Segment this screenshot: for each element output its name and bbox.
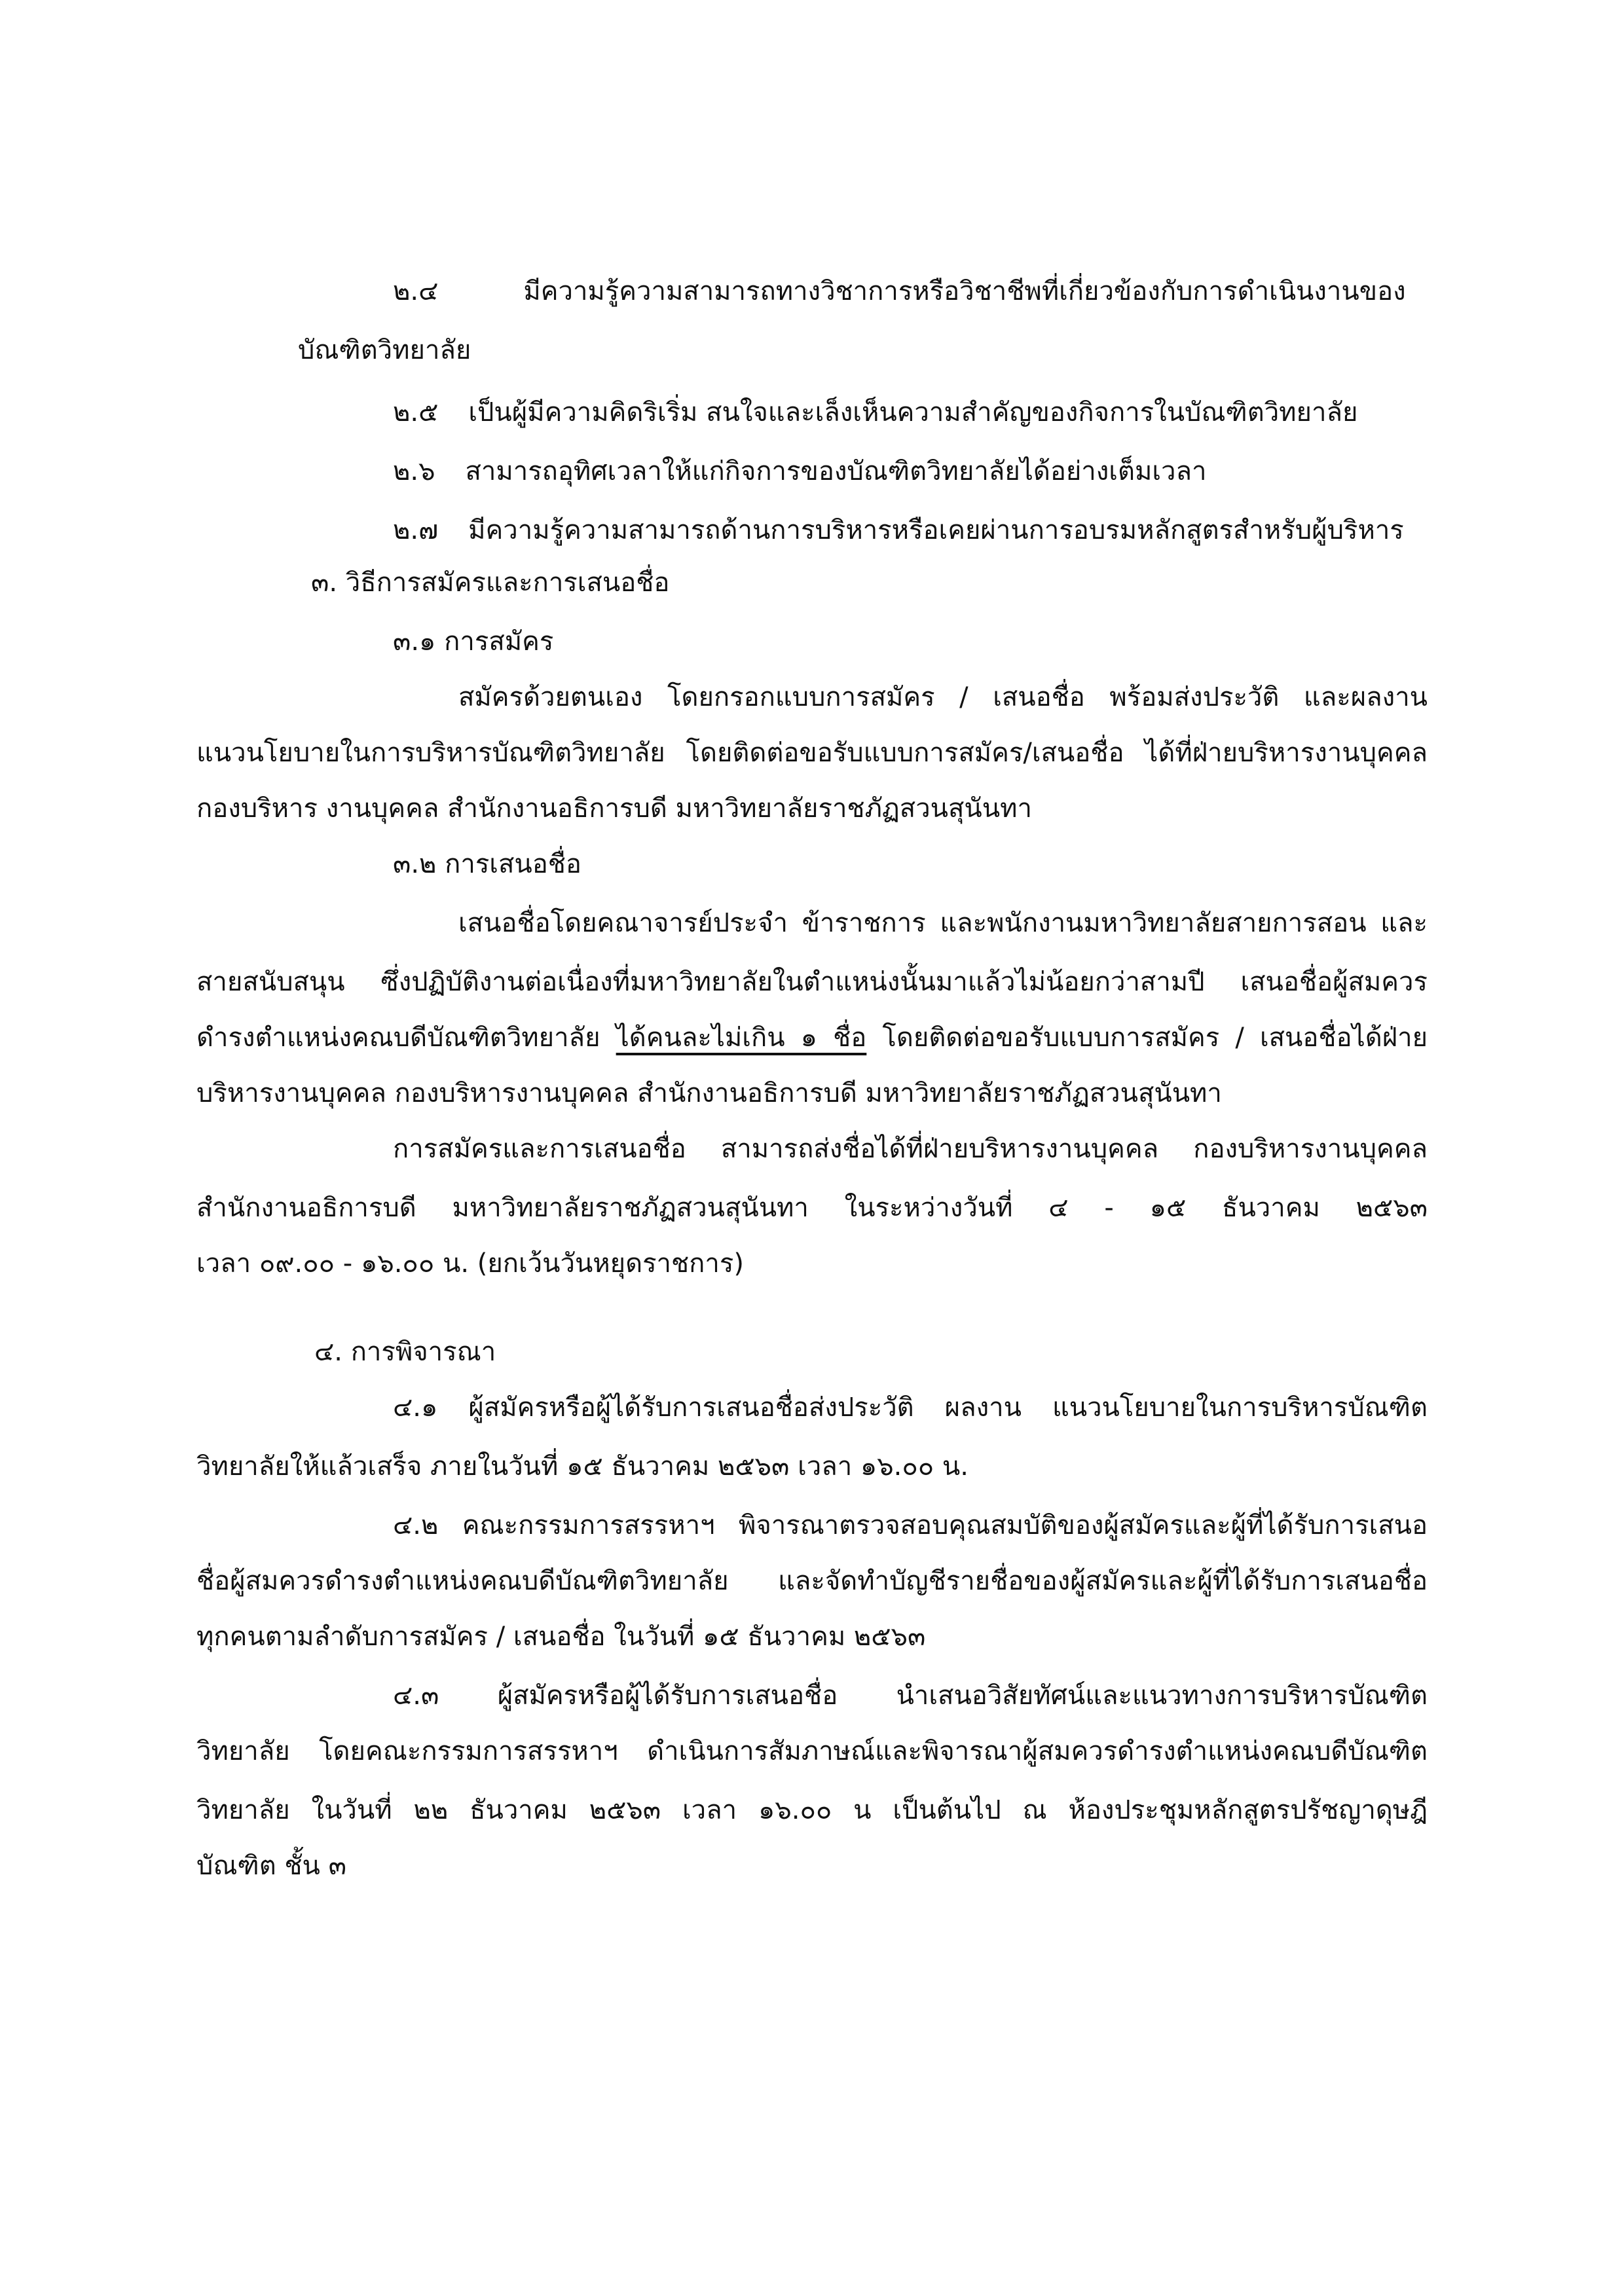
subsection-3-1-title: ๓.๑ การสมัคร: [393, 627, 554, 657]
subsection-4-3-line-1: ๔.๓ ผู้สมัครหรือผู้ได้รับการเสนอชื่อ นำเสนอวิสัยทัศน์และแนวทางการบริหารบัณฑิต: [393, 1681, 1428, 1711]
nomination-limit-underlined: ได้คนละไม่เกิน ๑ ชื่อ: [616, 1023, 867, 1053]
item-2-6: [393, 452, 1206, 491]
submission-line-3: เวลา ๐๙.๐๐ - ๑๖.๐๐ น. (ยกเว้นวันหยุดราชการ): [196, 1248, 744, 1279]
subsection-4-2-line-3: ทุกคนตามลำดับการสมัคร / เสนอชื่อ ในวันที่ ๑๕ ธันวาคม ๒๕๖๓: [196, 1622, 926, 1652]
item-number: ๒.๗: [393, 515, 439, 545]
subsection-3-1-line-3: กองบริหาร งานบุคคล สำนักงานอธิการบดี มหาวิทยาลัยราชภัฏสวนสุนันทา: [196, 793, 1032, 824]
subsection-3-2-line-2: สายสนับสนุน ซึ่งปฏิบัติงานต่อเนื่องที่มหาวิทยาลัยในตำแหน่งนั้นมาแล้วไม่น้อยกว่าสามปี เสนอชื่อผู้สมควร: [196, 967, 1428, 997]
item-text: มีความรู้ความสามารถด้านการบริหารหรือเคยผ่านการอบรมหลักสูตรสำหรับผู้บริหาร: [468, 515, 1404, 545]
item-2-4: [393, 272, 1406, 311]
item-2-5: [393, 393, 1357, 432]
item-2-7: [393, 511, 1404, 550]
subsection-3-2-line-3: [196, 1018, 1428, 1057]
subsection-3-1-line-1: สมัครด้วยตนเอง โดยกรอกแบบการสมัคร / เสนอชื่อ พร้อมส่งประวัติ และผลงาน: [458, 682, 1428, 712]
item-number: ๒.๖: [393, 456, 435, 486]
line-3-post: โดยติดต่อขอรับแบบการสมัคร / เสนอชื่อได้ฝ่าย: [882, 1023, 1428, 1053]
subsection-4-1-line-1: ๔.๑ ผู้สมัครหรือผู้ได้รับการเสนอชื่อส่งประวัติ ผลงาน แนวนโยบายในการบริหารบัณฑิต: [393, 1393, 1428, 1423]
item-number: ๒.๕: [393, 397, 439, 428]
subsection-4-3-line-2: วิทยาลัย โดยคณะกรรมการสรรหาฯ ดำเนินการสัมภาษณ์และพิจารณาผู้สมควรดำรงตำแหน่งคณบดีบัณฑิต: [196, 1736, 1428, 1766]
section-4-heading: ๔. การพิจารณา: [314, 1337, 496, 1367]
subsection-3-2-line-1: เสนอชื่อโดยคณาจารย์ประจำ ข้าราชการ และพนักงานมหาวิทยาลัยสายการสอน และ: [458, 908, 1428, 938]
subsection-4-2-line-1: ๔.๒ คณะกรรมการสรรหาฯ พิจารณาตรวจสอบคุณสมบัติของผู้สมัครและผู้ที่ได้รับการเสนอ: [393, 1510, 1428, 1540]
submission-line-1: การสมัครและการเสนอชื่อ สามารถส่งชื่อได้ที่ฝ่ายบริหารงานบุคคล กองบริหารงานบุคคล: [393, 1134, 1428, 1164]
submission-line-2: สำนักงานอธิการบดี มหาวิทยาลัยราชภัฏสวนสุนันทา ในระหว่างวันที่ ๔ - ๑๕ ธันวาคม ๒๕๖๓: [196, 1193, 1428, 1223]
item-text: สามารถอุทิศเวลาให้แก่กิจการของบัณฑิตวิทยาลัยได้อย่างเต็มเวลา: [465, 456, 1207, 486]
subsection-3-1-line-2: แนวนโยบายในการบริหารบัณฑิตวิทยาลัย โดยติดต่อขอรับแบบการสมัคร/เสนอชื่อ ได้ที่ฝ่ายบริหารงานบุคคล: [196, 738, 1428, 768]
item-text: เป็นผู้มีความคิดริเริ่ม สนใจและเล็งเห็นความสำคัญของกิจการในบัณฑิตวิทยาลัย: [468, 397, 1358, 428]
subsection-4-3-line-4: บัณฑิต ชั้น ๓: [196, 1851, 346, 1881]
subsection-4-1-line-2: วิทยาลัยให้แล้วเสร็จ ภายในวันที่ ๑๕ ธันวาคม ๒๕๖๓ เวลา ๑๖.๐๐ น.: [196, 1451, 969, 1482]
subsection-3-2-title: ๓.๒ การเสนอชื่อ: [393, 849, 581, 879]
line-3-pre: ดำรงตำแหน่งคณบดีบัณฑิตวิทยาลัย: [196, 1023, 600, 1053]
subsection-4-2-line-2: ชื่อผู้สมควรดำรงตำแหน่งคณบดีบัณฑิตวิทยาลัย และจัดทำบัญชีรายชื่อของผู้สมัครและผู้ที่ได้รับการเสนอชื่อ: [196, 1566, 1428, 1596]
section-3-heading: ๓. วิธีการสมัครและการเสนอชื่อ: [311, 568, 670, 598]
item-text: มีความรู้ความสามารถทางวิชาการหรือวิชาชีพที่เกี่ยวข้องกับการดำเนินงานของ: [523, 276, 1406, 306]
item-number: ๒.๔: [393, 276, 439, 306]
item-2-4-continuation: บัณฑิตวิทยาลัย: [298, 335, 471, 365]
subsection-4-3-line-3: วิทยาลัย ในวันที่ ๒๒ ธันวาคม ๒๕๖๓ เวลา ๑๖.๐๐ น เป็นต้นไป ณ ห้องประชุมหลักสูตรปรัชญาดุษฎี: [196, 1795, 1428, 1825]
subsection-3-2-line-4: บริหารงานบุคคล กองบริหารงานบุคคล สำนักงานอธิการบดี มหาวิทยาลัยราชภัฏสวนสุนันทา: [196, 1078, 1222, 1108]
